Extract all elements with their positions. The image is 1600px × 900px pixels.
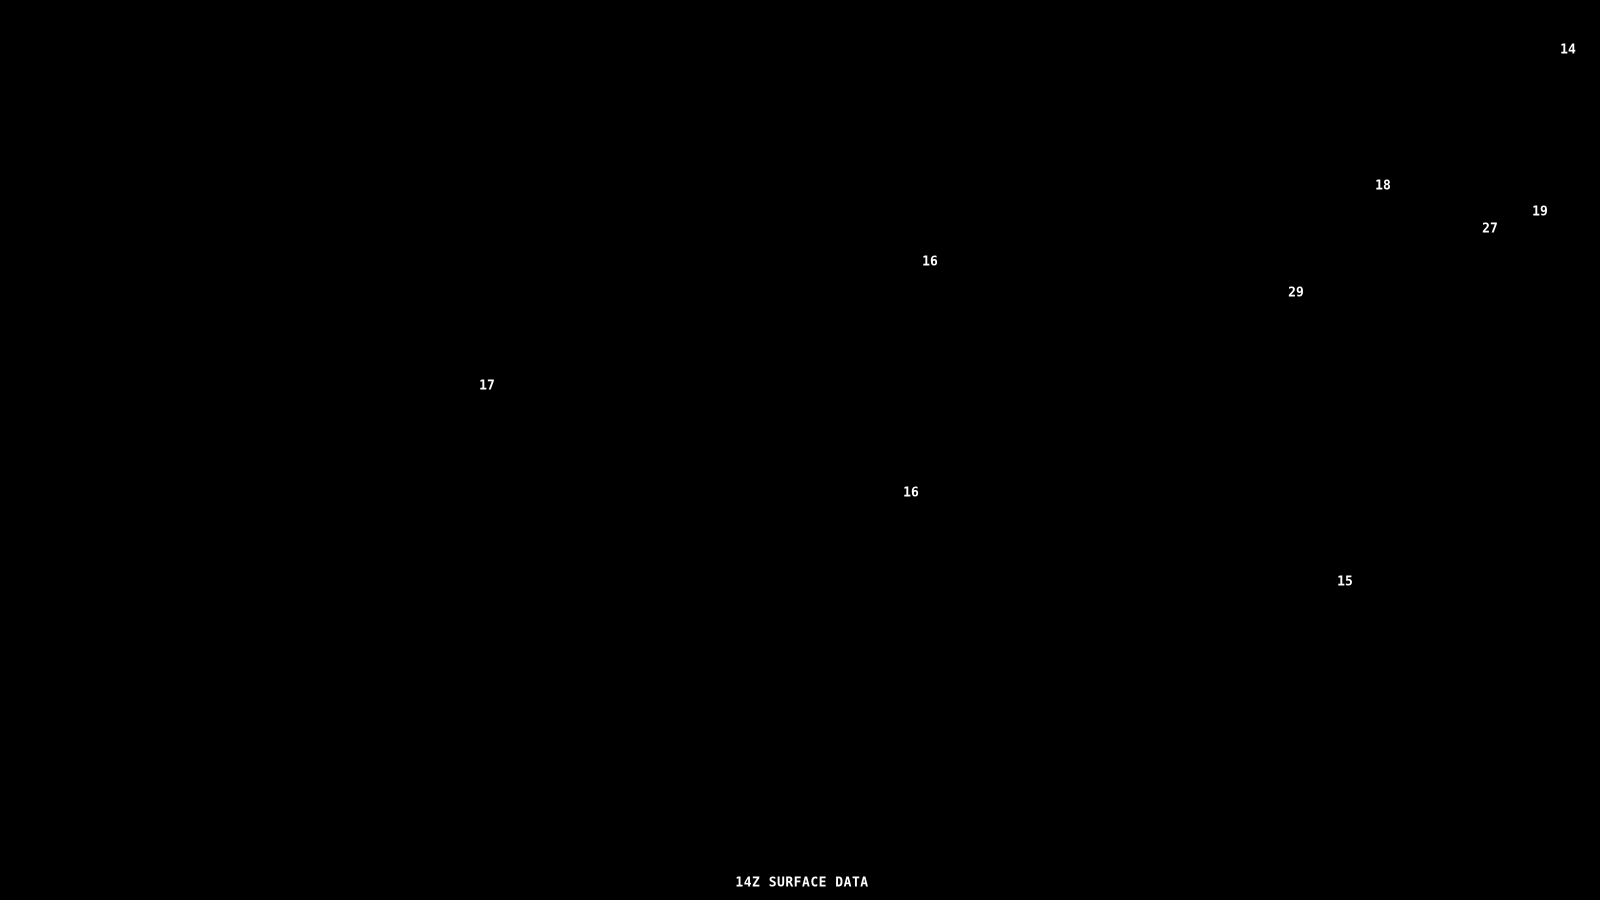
station-value: 16 xyxy=(903,485,919,501)
station-value: 27 xyxy=(1482,221,1498,237)
station-value: 18 xyxy=(1375,178,1391,194)
station-value: 14 xyxy=(1560,42,1576,58)
station-value: 15 xyxy=(1337,574,1353,590)
station-value: 17 xyxy=(479,378,495,394)
plot-caption: 14Z SURFACE DATA xyxy=(735,875,869,891)
station-value: 29 xyxy=(1288,285,1304,301)
station-value: 16 xyxy=(922,254,938,270)
station-value: 19 xyxy=(1532,204,1548,220)
